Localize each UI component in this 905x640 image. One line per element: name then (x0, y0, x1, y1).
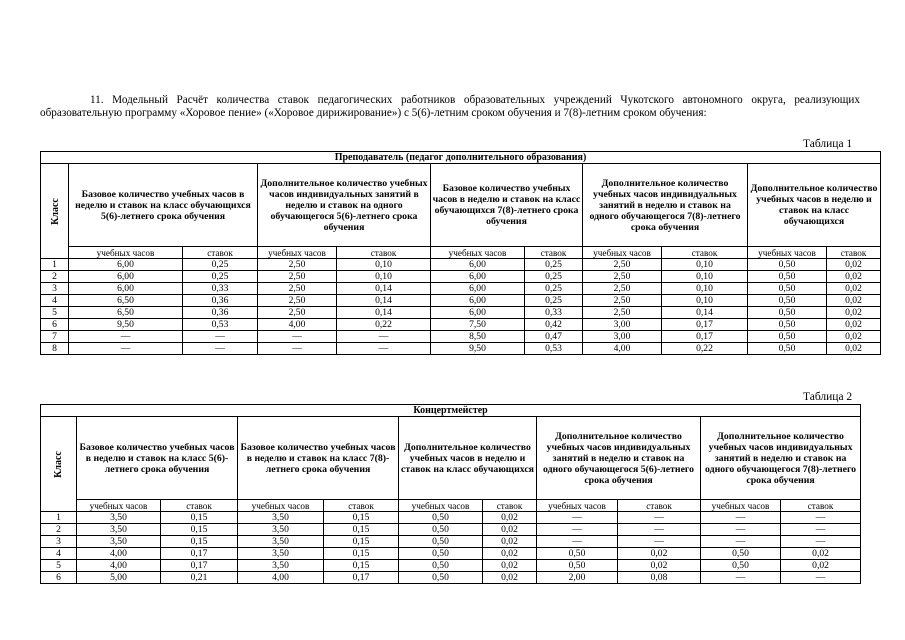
value-cell: — (701, 524, 781, 536)
table1-sub-hours: учебных часов (431, 247, 525, 259)
value-cell: 3,50 (238, 512, 324, 524)
intro-text: 11. Модельный Расчёт количества ставок педагогических работников образовательных учреждений Чукотского автономного округа, реализующих образовательную программу «Хоровое пение» («Хоровое дирижирование») с 5(6)-летним сроком обучения и 7(8)-летним сроком обучения: (40, 94, 860, 119)
value-cell: 0,25 (525, 271, 583, 283)
value-cell: 0,02 (483, 560, 537, 572)
table2-sub-hours: учебных часов (399, 500, 483, 512)
value-cell: 0,22 (337, 319, 431, 331)
table1-header-3: Базовое количество учебных часов в неделю и ставок на класс обучающихся 7(8)-летнего срока обучения (431, 164, 583, 247)
value-cell: 0,50 (748, 331, 827, 343)
value-cell: 0,14 (662, 307, 748, 319)
table-row (41, 343, 881, 355)
value-cell: 6,00 (431, 271, 525, 283)
value-cell: 0,02 (827, 343, 881, 355)
value-cell: 0,10 (662, 295, 748, 307)
table2-header-5: Дополнительное количество учебных часов индивидуальных занятий в неделю и ставок на одного обучающегося 7(8)-летнего срока обучения (701, 417, 861, 500)
value-cell: 2,50 (258, 271, 337, 283)
value-cell: 0,50 (701, 548, 781, 560)
table2-sub-hours: учебных часов (238, 500, 324, 512)
value-cell: 0,15 (324, 536, 399, 548)
value-cell: 0,36 (183, 295, 258, 307)
value-cell: — (701, 536, 781, 548)
value-cell: — (781, 524, 861, 536)
value-cell: — (537, 536, 618, 548)
value-cell: 3,50 (238, 524, 324, 536)
value-cell: 0,10 (662, 283, 748, 295)
value-cell: 0,15 (324, 512, 399, 524)
table2-sub-hours: учебных часов (77, 500, 161, 512)
value-cell: 0,21 (161, 572, 238, 584)
value-cell: 2,00 (537, 572, 618, 584)
value-cell: 7,50 (431, 319, 525, 331)
value-cell: 0,50 (748, 283, 827, 295)
value-cell: 0,08 (618, 572, 701, 584)
value-cell: 0,50 (748, 295, 827, 307)
table1-klass-header: Класс (41, 164, 69, 259)
value-cell: 6,00 (69, 259, 183, 271)
value-cell: 0,14 (337, 295, 431, 307)
intro-paragraph (40, 94, 860, 120)
table2-label: Таблица 2 (803, 391, 853, 403)
value-cell: 3,50 (77, 536, 161, 548)
class-number-cell: 2 (41, 524, 77, 536)
value-cell: 0,25 (525, 295, 583, 307)
value-cell: 0,17 (662, 331, 748, 343)
table2-sub-rates: ставок (324, 500, 399, 512)
value-cell: 2,50 (583, 259, 662, 271)
table1-sub-hours: учебных часов (69, 247, 183, 259)
class-number-cell: 3 (41, 283, 69, 295)
class-number-cell: 5 (41, 307, 69, 319)
value-cell: 3,00 (583, 319, 662, 331)
table1-sub-hours: учебных часов (748, 247, 827, 259)
class-number-cell: 4 (41, 548, 77, 560)
table1-header-4: Дополнительное количество учебных часов индивидуальных занятий в неделю и ставок на одного обучающегося 7(8)-летнего срока обучения (583, 164, 748, 247)
value-cell: 0,15 (324, 524, 399, 536)
table-teacher (40, 151, 881, 355)
table-row (41, 259, 881, 271)
value-cell: 9,50 (431, 343, 525, 355)
value-cell: 0,10 (662, 259, 748, 271)
value-cell: 0,02 (827, 283, 881, 295)
value-cell: 3,50 (238, 536, 324, 548)
value-cell: — (701, 572, 781, 584)
table1-sub-rates: ставок (337, 247, 431, 259)
table2-sub-rates: ставок (618, 500, 701, 512)
value-cell: 0,50 (537, 548, 618, 560)
table-row (41, 548, 861, 560)
value-cell: 0,02 (483, 536, 537, 548)
table1-header-5: Дополнительное количество учебных часов в неделю и ставок на класс обучающихся (748, 164, 881, 247)
value-cell: 0,02 (483, 524, 537, 536)
table1-header-2: Дополнительное количество учебных часов индивидуальных занятий в неделю и ставок на одного обучающегося 5(6)-летнего срока обучения (258, 164, 431, 247)
value-cell: 0,50 (399, 512, 483, 524)
table2-sub-rates: ставок (483, 500, 537, 512)
value-cell: 0,42 (525, 319, 583, 331)
value-cell: 0,33 (525, 307, 583, 319)
table1-sub-rates: ставок (183, 247, 258, 259)
value-cell: 3,50 (238, 560, 324, 572)
class-number-cell: 6 (41, 319, 69, 331)
table1-sub-hours: учебных часов (583, 247, 662, 259)
value-cell: 4,00 (258, 319, 337, 331)
value-cell: 2,50 (583, 271, 662, 283)
value-cell: 8,50 (431, 331, 525, 343)
table-row (41, 295, 881, 307)
table2-header-2: Базовое количество учебных часов в неделю и ставок на класс 7(8)-летнего срока обучения (238, 417, 399, 500)
value-cell: 0,17 (161, 548, 238, 560)
value-cell: 0,17 (662, 319, 748, 331)
value-cell: — (183, 343, 258, 355)
value-cell: — (537, 512, 618, 524)
value-cell: 4,00 (77, 548, 161, 560)
value-cell: 3,50 (238, 548, 324, 560)
value-cell: — (258, 343, 337, 355)
class-number-cell: 7 (41, 331, 69, 343)
value-cell: 5,00 (77, 572, 161, 584)
value-cell: — (701, 512, 781, 524)
value-cell: 0,50 (748, 271, 827, 283)
table-row (41, 560, 861, 572)
value-cell: 0,02 (827, 259, 881, 271)
value-cell: 6,00 (431, 295, 525, 307)
table1-sub-rates: ставок (662, 247, 748, 259)
value-cell: 0,14 (337, 307, 431, 319)
value-cell: 2,50 (258, 295, 337, 307)
table-row (41, 319, 881, 331)
value-cell: — (618, 512, 701, 524)
table-row (41, 572, 861, 584)
value-cell: 0,50 (399, 524, 483, 536)
value-cell: 0,53 (183, 319, 258, 331)
table2-title: Концертмейстер (41, 405, 861, 417)
value-cell: 3,50 (77, 524, 161, 536)
value-cell: 0,14 (337, 283, 431, 295)
table1-body (41, 259, 881, 355)
value-cell: 0,25 (525, 259, 583, 271)
value-cell: 0,50 (399, 536, 483, 548)
table-row (41, 524, 861, 536)
value-cell: 3,00 (583, 331, 662, 343)
value-cell: — (69, 343, 183, 355)
value-cell: 2,50 (258, 307, 337, 319)
class-number-cell: 2 (41, 271, 69, 283)
value-cell: 0,15 (161, 512, 238, 524)
value-cell: 2,50 (258, 259, 337, 271)
value-cell: 6,50 (69, 295, 183, 307)
table1-sub-hours: учебных часов (258, 247, 337, 259)
value-cell: — (781, 536, 861, 548)
value-cell: 0,15 (161, 524, 238, 536)
table-row (41, 512, 861, 524)
table-row (41, 307, 881, 319)
class-number-cell: 8 (41, 343, 69, 355)
value-cell: 4,00 (583, 343, 662, 355)
value-cell: 0,25 (525, 283, 583, 295)
table2-body (41, 512, 861, 584)
value-cell: — (781, 572, 861, 584)
table2-sub-hours: учебных часов (701, 500, 781, 512)
table2-header-1: Базовое количество учебных часов в неделю и ставок на класс 5(6)-летнего срока обучения (77, 417, 238, 500)
value-cell: 0,10 (337, 271, 431, 283)
value-cell: 0,02 (618, 548, 701, 560)
value-cell: 0,02 (827, 319, 881, 331)
value-cell: 0,36 (183, 307, 258, 319)
value-cell: 0,25 (183, 259, 258, 271)
table-row (41, 331, 881, 343)
value-cell: 4,00 (77, 560, 161, 572)
value-cell: 0,02 (781, 560, 861, 572)
value-cell: 0,50 (748, 307, 827, 319)
table2-klass-header: Класс (41, 417, 77, 512)
value-cell: 6,50 (69, 307, 183, 319)
table-accompanist (40, 404, 861, 584)
table1-label: Таблица 1 (803, 138, 853, 150)
value-cell: 0,02 (827, 271, 881, 283)
value-cell: 0,50 (537, 560, 618, 572)
value-cell: 6,00 (431, 259, 525, 271)
value-cell: — (781, 512, 861, 524)
table2-sub-rates: ставок (161, 500, 238, 512)
value-cell: 0,02 (827, 331, 881, 343)
class-number-cell: 6 (41, 572, 77, 584)
value-cell: 0,15 (161, 536, 238, 548)
table-row (41, 536, 861, 548)
value-cell: 2,50 (583, 307, 662, 319)
value-cell: 0,50 (399, 560, 483, 572)
value-cell: 2,50 (583, 283, 662, 295)
value-cell: 0,50 (399, 572, 483, 584)
table2-header-4: Дополнительное количество учебных часов индивидуальных занятий в неделю и ставок на одного обучающегося 5(6)-летнего срока обучения (537, 417, 701, 500)
value-cell: 0,02 (483, 512, 537, 524)
value-cell: 9,50 (69, 319, 183, 331)
value-cell: 0,10 (337, 259, 431, 271)
value-cell: 0,02 (827, 307, 881, 319)
value-cell: 0,02 (483, 548, 537, 560)
table2-sub-rates: ставок (781, 500, 861, 512)
value-cell: 0,50 (748, 259, 827, 271)
value-cell: 0,50 (701, 560, 781, 572)
value-cell: 0,25 (183, 271, 258, 283)
class-number-cell: 1 (41, 259, 69, 271)
value-cell: 6,00 (431, 307, 525, 319)
value-cell: — (258, 331, 337, 343)
value-cell: 4,00 (238, 572, 324, 584)
table1-title: Преподаватель (педагог дополнительного образования) (41, 152, 881, 164)
value-cell: 6,00 (69, 271, 183, 283)
value-cell: 3,50 (77, 512, 161, 524)
value-cell: — (537, 524, 618, 536)
value-cell: 0,47 (525, 331, 583, 343)
table-row (41, 271, 881, 283)
class-number-cell: 5 (41, 560, 77, 572)
value-cell: 0,02 (781, 548, 861, 560)
value-cell: 0,33 (183, 283, 258, 295)
value-cell: — (69, 331, 183, 343)
value-cell: 6,00 (431, 283, 525, 295)
value-cell: — (618, 524, 701, 536)
table2-sub-hours: учебных часов (537, 500, 618, 512)
value-cell: — (337, 331, 431, 343)
value-cell: 0,17 (161, 560, 238, 572)
table-row (41, 283, 881, 295)
value-cell: 0,02 (483, 572, 537, 584)
table2-header-3: Дополнительное количество учебных часов в неделю и ставок на класс обучающихся (399, 417, 537, 500)
value-cell: 0,02 (827, 295, 881, 307)
table1-sub-rates: ставок (525, 247, 583, 259)
value-cell: — (337, 343, 431, 355)
value-cell: 0,50 (748, 343, 827, 355)
value-cell: 0,50 (748, 319, 827, 331)
table1-header-1: Базовое количество учебных часов в неделю и ставок на класс обучающихся 5(6)-летнего срока обучения (69, 164, 258, 247)
value-cell: 0,17 (324, 572, 399, 584)
value-cell: 0,50 (399, 548, 483, 560)
value-cell: — (618, 536, 701, 548)
value-cell: 0,22 (662, 343, 748, 355)
value-cell: 2,50 (258, 283, 337, 295)
class-number-cell: 4 (41, 295, 69, 307)
class-number-cell: 1 (41, 512, 77, 524)
value-cell: 0,15 (324, 548, 399, 560)
value-cell: 0,15 (324, 560, 399, 572)
value-cell: — (183, 331, 258, 343)
value-cell: 6,00 (69, 283, 183, 295)
value-cell: 0,02 (618, 560, 701, 572)
table1-sub-rates: ставок (827, 247, 881, 259)
value-cell: 0,53 (525, 343, 583, 355)
value-cell: 2,50 (583, 295, 662, 307)
value-cell: 0,10 (662, 271, 748, 283)
class-number-cell: 3 (41, 536, 77, 548)
